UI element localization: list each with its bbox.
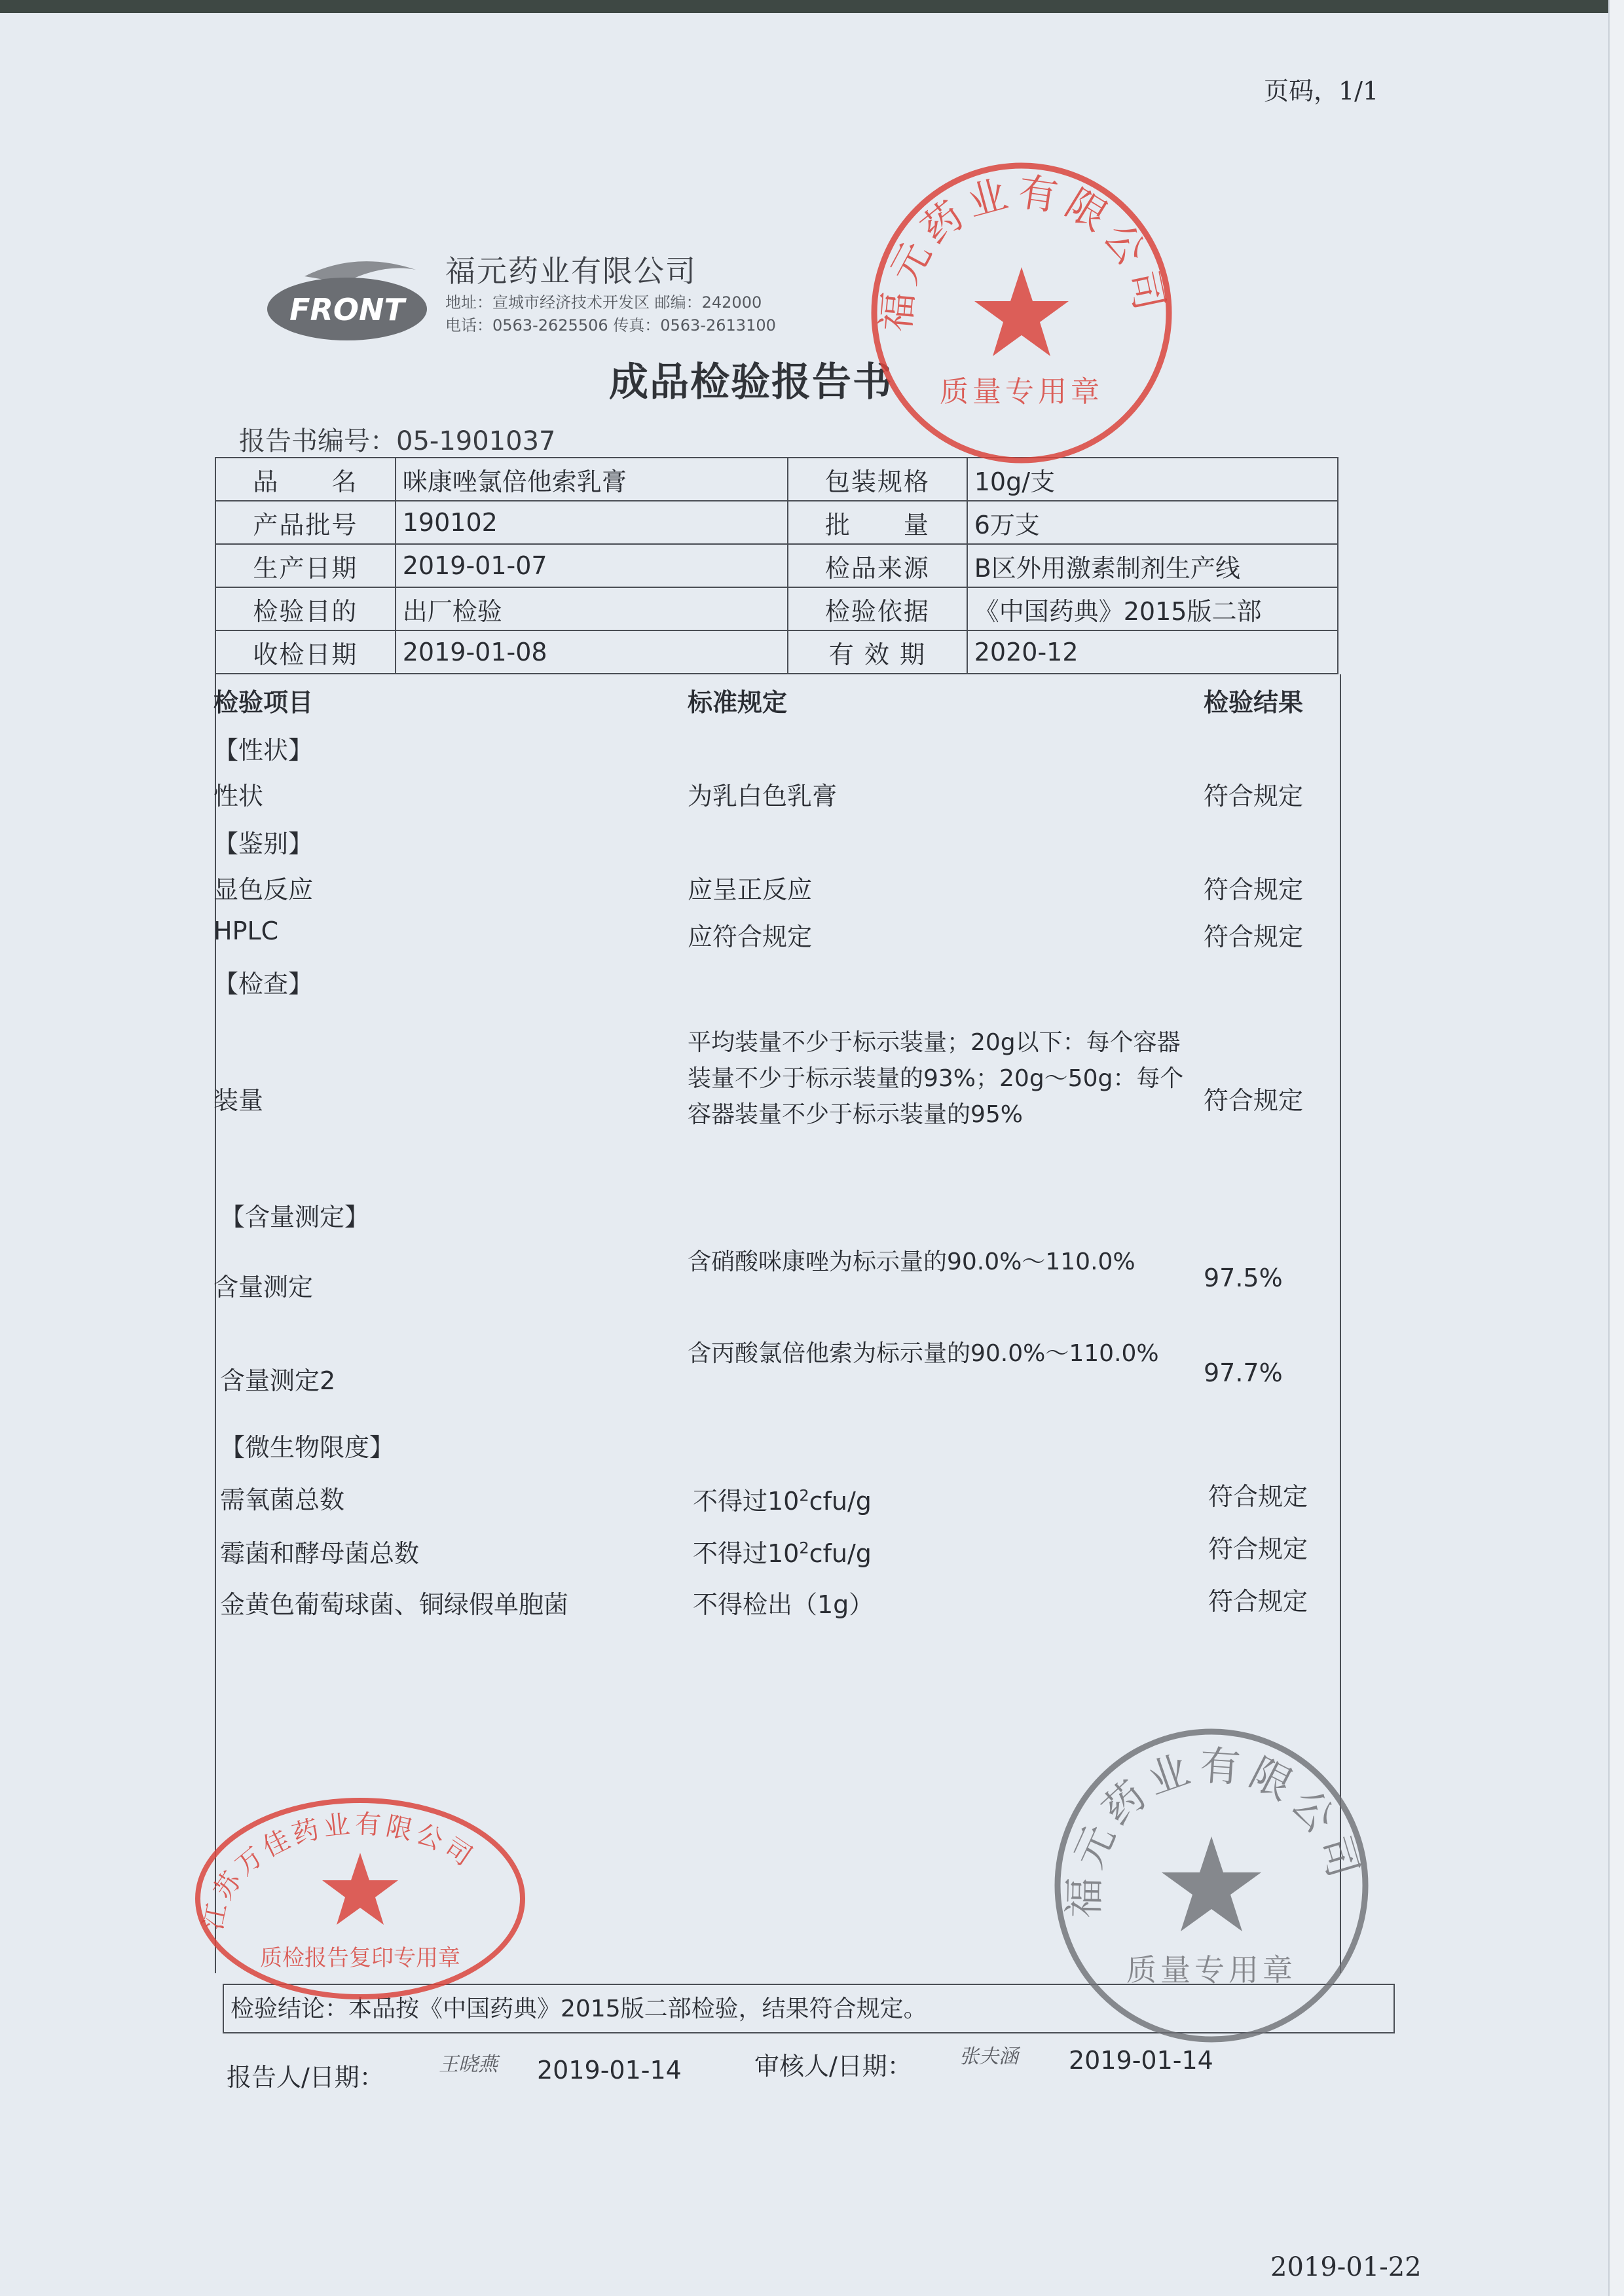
- col-header-item: 检验项目: [213, 688, 314, 717]
- seal-star-icon: [322, 1853, 398, 1925]
- company-logo: [265, 257, 429, 348]
- res-staph: 符合规定: [1208, 1587, 1308, 1616]
- seal-star-icon: [974, 267, 1069, 356]
- info-row: [215, 587, 1338, 630]
- company-address: 地址：宣城市经济技术开发区 邮编：242000: [445, 293, 762, 312]
- label-purpose: 检验目的: [215, 587, 396, 630]
- seal-bottom-inner-text: 质量专用章: [1126, 1952, 1297, 1988]
- res-hplc: 符合规定: [1204, 922, 1304, 951]
- res-color-reaction: 符合规定: [1204, 875, 1304, 904]
- std-assay2: 含丙酸氯倍他索为标示量的90.0%～110.0%: [688, 1340, 1159, 1367]
- col-header-result: 检验结果: [1204, 688, 1304, 717]
- reporter-signature: 王晓燕: [439, 2053, 498, 2076]
- company-name: 福元药业有限公司: [445, 253, 697, 289]
- value-batch-qty: 6万支: [967, 501, 1338, 544]
- seal-top-outer-text: 福元药业有限公司: [873, 169, 1174, 334]
- label-receive-date: 收检日期: [215, 630, 396, 674]
- item-hplc: HPLC: [213, 917, 279, 945]
- std-mold-prefix: 不得过10: [693, 1539, 800, 1568]
- label-sample-source: 检品来源: [788, 544, 967, 587]
- info-row: [215, 501, 1338, 544]
- col-header-standard: 标准规定: [688, 688, 788, 717]
- conclusion-text: 检验结论：本品按《中国药典》2015版二部检验，结果符合规定。: [231, 1995, 927, 2022]
- section-appearance: 【性状】: [213, 736, 314, 765]
- res-assay2: 97.7%: [1204, 1358, 1283, 1387]
- copy-seal-left: [190, 1787, 530, 2003]
- seal-bottom-outer-text: 福元药业有限公司: [1060, 1741, 1370, 1919]
- logo-text: FRONT: [289, 292, 405, 327]
- item-fill: 装量: [213, 1086, 264, 1115]
- label-basis: 检验依据: [788, 587, 967, 630]
- item-assay2: 含量测定2: [220, 1366, 336, 1395]
- std-hplc: 应符合规定: [688, 922, 813, 951]
- scan-right-edge: [1608, 0, 1624, 2296]
- std-color-reaction: 应呈正反应: [688, 875, 813, 904]
- seal-star-icon: [1162, 1836, 1261, 1931]
- res-fill: 符合规定: [1204, 1086, 1304, 1115]
- std-staph: 不得检出（1g）: [693, 1590, 874, 1619]
- label-product-name: 品 名: [215, 458, 396, 501]
- info-row: [215, 630, 1338, 674]
- value-batch-no: 190102: [396, 501, 788, 544]
- res-assay1: 97.5%: [1204, 1264, 1283, 1292]
- std-aerobic-exponent: 2: [799, 1486, 809, 1505]
- std-aerobic-unit: cfu/g: [809, 1487, 872, 1516]
- company-phone: 电话：0563-2625506 传真：0563-2613100: [445, 316, 776, 335]
- label-package-spec: 包装规格: [788, 458, 967, 501]
- value-package-spec: 10g/支: [967, 458, 1338, 501]
- info-row: [215, 544, 1338, 587]
- value-basis: 《中国药典》2015版二部: [967, 587, 1338, 630]
- section-assay: 【含量测定】: [220, 1203, 370, 1231]
- res-appearance: 符合规定: [1204, 782, 1304, 811]
- value-purpose: 出厂检验: [396, 587, 788, 630]
- std-assay1: 含硝酸咪康唑为标示量的90.0%～110.0%: [688, 1248, 1135, 1275]
- label-prod-date: 生产日期: [215, 544, 396, 587]
- page-number: 页码，1/1: [1264, 77, 1379, 105]
- item-mold: 霉菌和酵母菌总数: [220, 1539, 420, 1568]
- value-product-name: 咪康唑氯倍他索乳膏: [396, 458, 788, 501]
- std-mold: [693, 1533, 872, 1569]
- seal-left-outer-text: 江苏万佳药业有限公司: [198, 1809, 481, 1933]
- label-batch-qty: 批 量: [788, 501, 967, 544]
- res-mold: 符合规定: [1208, 1535, 1308, 1563]
- product-info-table: [215, 457, 1338, 674]
- scan-top-edge: [0, 0, 1624, 13]
- section-identification: 【鉴别】: [213, 829, 314, 858]
- seal-top-inner-text: 质量专用章: [940, 375, 1103, 409]
- item-aerobic: 需氧菌总数: [220, 1485, 345, 1514]
- section-check: 【检查】: [213, 970, 314, 998]
- item-color-reaction: 显色反应: [213, 875, 314, 904]
- label-batch-no: 产品批号: [215, 501, 396, 544]
- std-fill: 平均装量不少于标示装量；20g以下：每个容器装量不少于标示装量的93%；20g～50g：每个容器装量不少于标示装量的95%: [688, 1029, 1184, 1128]
- std-mold-exponent: 2: [799, 1539, 809, 1558]
- quality-seal-bottom: [1048, 1722, 1375, 2049]
- item-staph: 金黄色葡萄球菌、铜绿假单胞菌: [220, 1590, 569, 1619]
- reviewer-date: 2019-01-14: [1069, 2046, 1213, 2075]
- reporter-label: 报告人/日期：: [227, 2063, 384, 2092]
- value-prod-date: 2019-01-07: [396, 544, 788, 587]
- seal-left-inner-text: 质检报告复印专用章: [260, 1945, 460, 1971]
- quality-seal-top: [864, 156, 1179, 470]
- reporter-date: 2019-01-14: [537, 2056, 682, 2085]
- print-date: 2019-01-22: [1270, 2252, 1422, 2282]
- std-mold-unit: cfu/g: [809, 1539, 872, 1568]
- reviewer-signature: 张夫涵: [959, 2045, 1018, 2068]
- reviewer-label: 审核人/日期：: [754, 2052, 912, 2081]
- item-assay1: 含量测定: [213, 1273, 314, 1302]
- std-appearance: 为乳白色乳膏: [688, 782, 838, 811]
- res-aerobic: 符合规定: [1208, 1482, 1308, 1511]
- item-appearance: 性状: [213, 782, 264, 811]
- std-aerobic: [693, 1481, 872, 1517]
- document-title: 成品检验报告书: [609, 359, 893, 405]
- value-expiry: 2020-12: [967, 630, 1338, 674]
- value-receive-date: 2019-01-08: [396, 630, 788, 674]
- section-microbial: 【微生物限度】: [220, 1433, 395, 1462]
- std-aerobic-prefix: 不得过10: [693, 1487, 800, 1516]
- report-number: 报告书编号：05-1901037: [239, 426, 556, 456]
- value-sample-source: B区外用激素制剂生产线: [967, 544, 1338, 587]
- label-expiry: 有 效 期: [788, 630, 967, 674]
